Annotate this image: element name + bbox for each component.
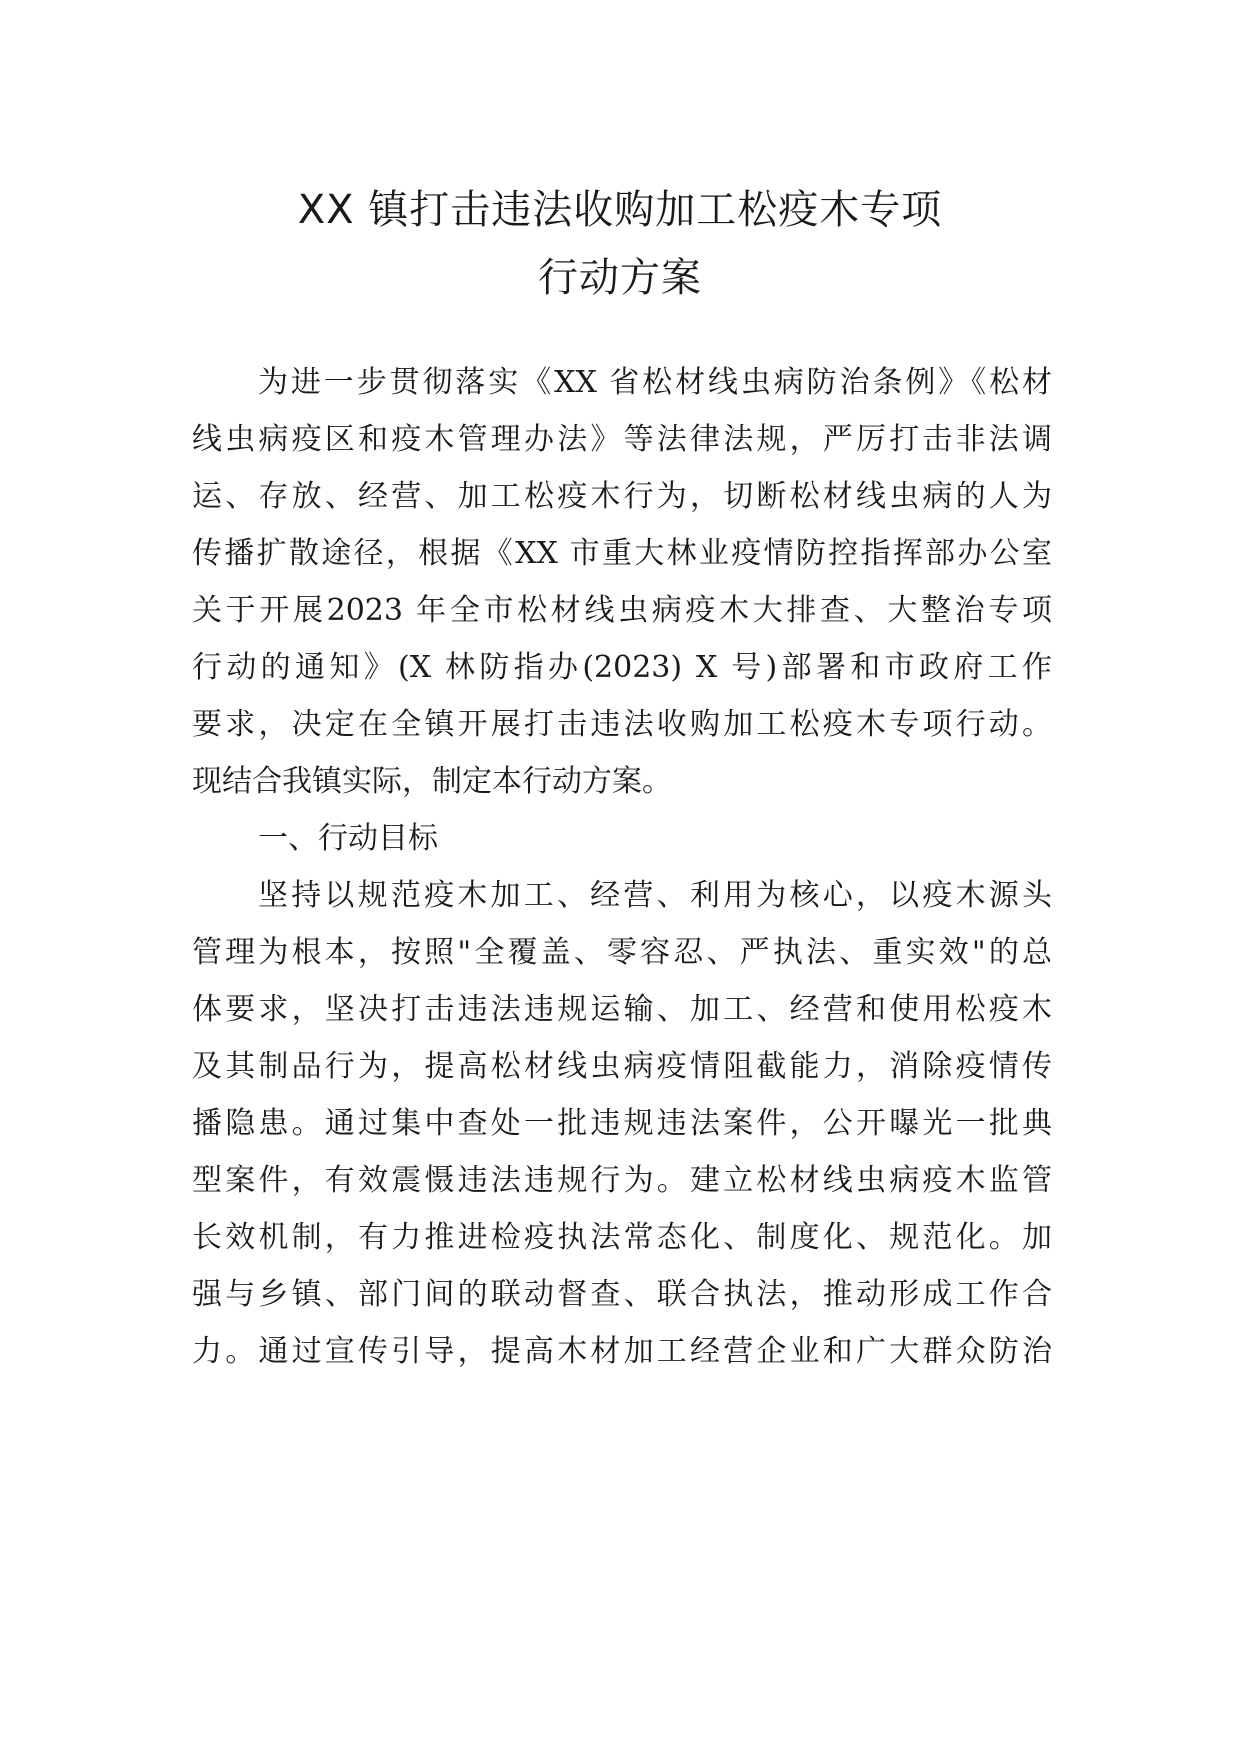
paragraph-line: 为进一步贯彻落实《XX 省松材线虫病防治条例》《松材 <box>258 365 1052 400</box>
document-title-line-1: XX 镇打击违法收购加工松疫木专项 <box>297 187 943 233</box>
paragraph-line: 管理为根本，按照"全覆盖、零容忍、严执法、重实效"的总 <box>192 935 1052 970</box>
paragraph-line: 现结合我镇实际，制定本行动方案。 <box>192 764 672 799</box>
paragraph-line: 传播扩散途径，根据《XX 市重大林业疫情防控指挥部办公室 <box>192 536 1052 571</box>
paragraph-line: 线虫病疫区和疫木管理办法》等法律法规，严厉打击非法调 <box>192 422 1052 457</box>
paragraph-line: 行动的通知》(X 林防指办(2023) X 号)部署和市政府工作 <box>192 650 1052 685</box>
paragraph-line: 长效机制，有力推进检疫执法常态化、制度化、规范化。加 <box>192 1220 1052 1255</box>
paragraph-line: 关于开展2023 年全市松材线虫病疫木大排查、大整治专项 <box>192 593 1052 628</box>
paragraph-line: 强与乡镇、部门间的联动督查、联合执法，推动形成工作合 <box>192 1277 1052 1312</box>
paragraph-line: 坚持以规范疫木加工、经营、利用为核心，以疫木源头 <box>258 878 1052 913</box>
section-heading: 一、行动目标 <box>258 821 438 856</box>
paragraph-line: 力。通过宣传引导，提高木材加工经营企业和广大群众防治 <box>192 1334 1052 1369</box>
paragraph-line: 播隐患。通过集中查处一批违规违法案件，公开曝光一批典 <box>192 1106 1052 1141</box>
paragraph-line: 体要求，坚决打击违法违规运输、加工、经营和使用松疫木 <box>192 992 1052 1027</box>
paragraph-line: 要求，决定在全镇开展打击违法收购加工松疫木专项行动。 <box>192 707 1052 742</box>
paragraph-line: 运、存放、经营、加工松疫木行为，切断松材线虫病的人为 <box>192 479 1052 514</box>
paragraph-line: 及其制品行为，提高松材线虫病疫情阻截能力，消除疫情传 <box>192 1049 1052 1084</box>
paragraph-line: 型案件，有效震慑违法违规行为。建立松材线虫病疫木监管 <box>192 1163 1052 1198</box>
document-title-line-2: 行动方案 <box>538 255 702 301</box>
